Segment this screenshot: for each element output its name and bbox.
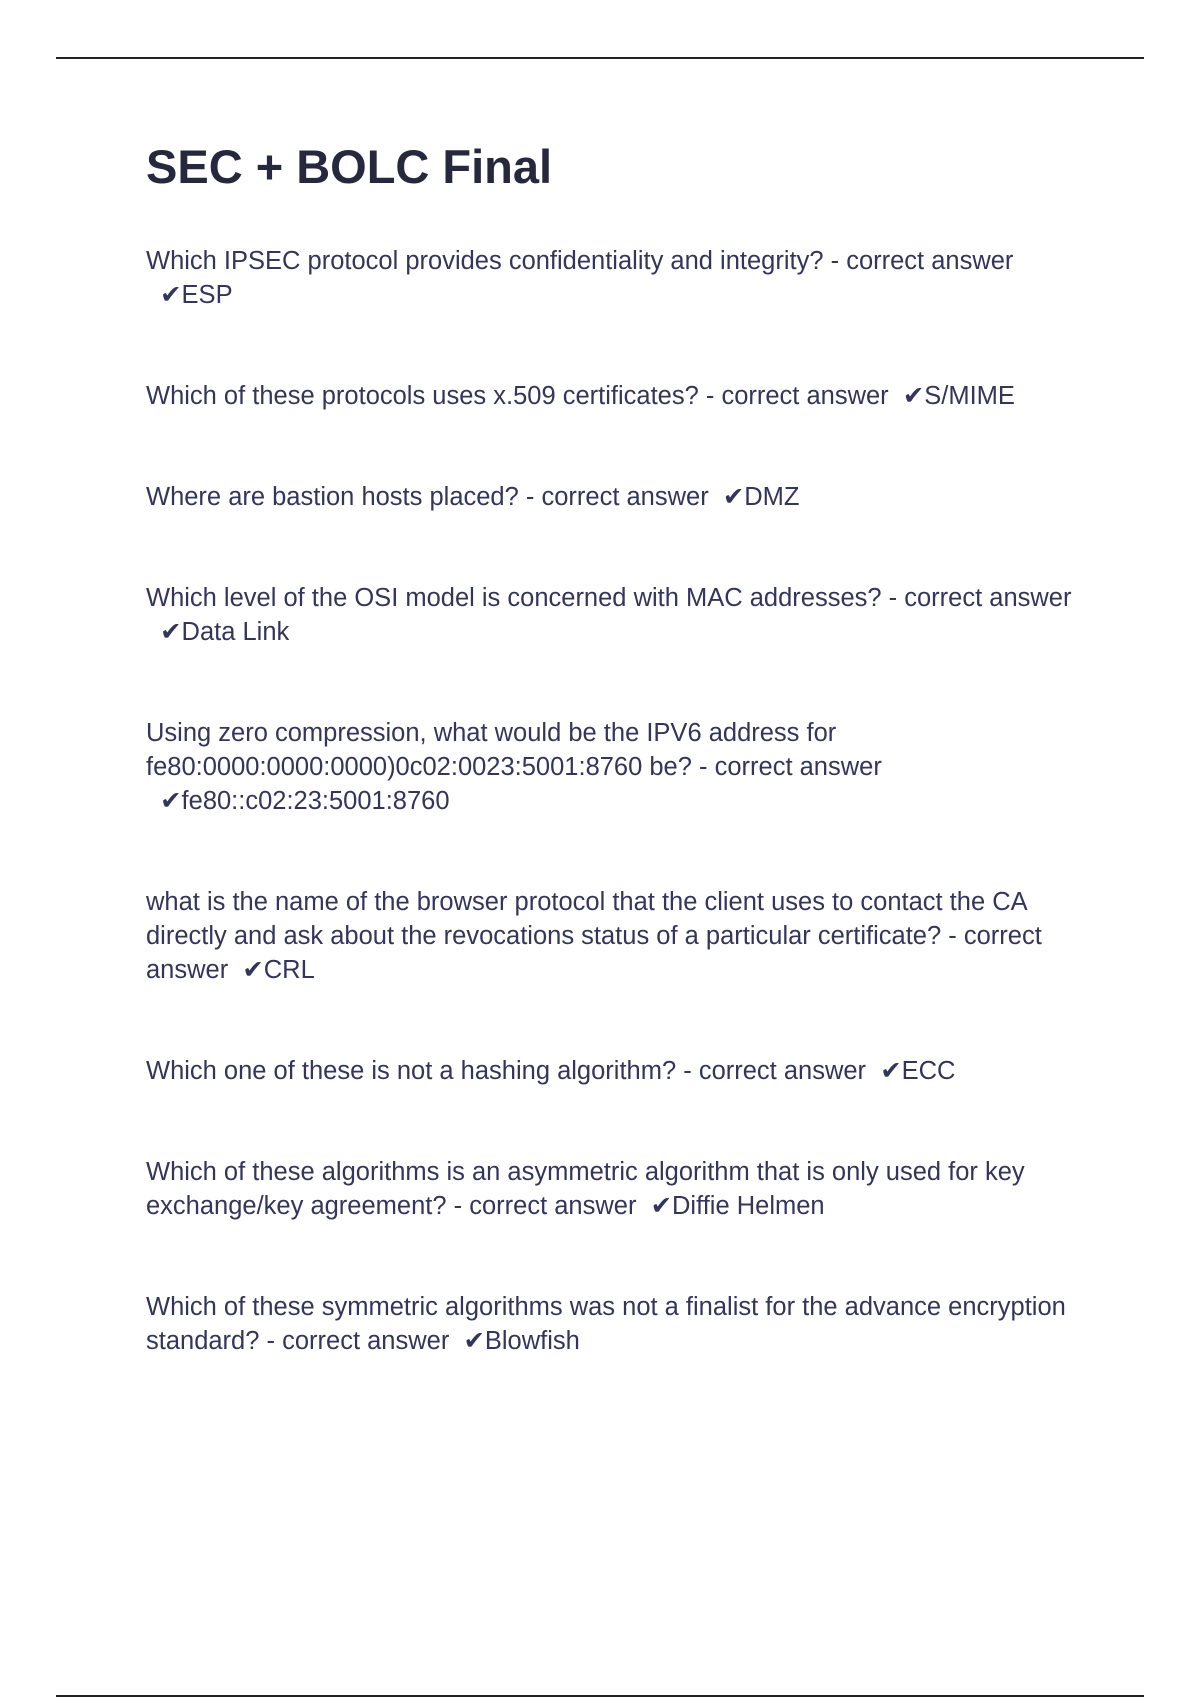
check-icon: ✔ [160, 787, 182, 816]
check-icon: ✔ [650, 1192, 672, 1221]
qa-item [146, 244, 1096, 312]
document-body [146, 140, 1096, 1358]
question-text: Which of these symmetric algorithms was not a finalist for the advance encryption standard? [146, 1293, 1066, 1356]
qa-item [146, 1155, 1096, 1223]
check-icon: ✔ [902, 382, 925, 411]
question-text: Which of these protocols uses x.509 certificates? [146, 382, 699, 411]
answer-text: S/MIME [924, 382, 1015, 411]
qa-item [146, 581, 1096, 649]
bottom-divider [56, 1695, 1144, 1697]
qa-item [146, 1290, 1096, 1358]
check-icon: ✔ [242, 956, 264, 985]
answer-label: correct answer [721, 382, 889, 411]
answer-label: correct answer [714, 753, 882, 782]
document-title: SEC + BOLC Final [146, 140, 553, 193]
answer-text: CRL [263, 956, 315, 985]
answer-label: correct answer [282, 1327, 450, 1356]
answer-text: ECC [901, 1057, 956, 1086]
answer-label: correct answer [469, 1192, 637, 1221]
answer-label: correct answer [146, 922, 1042, 985]
check-icon: ✔ [160, 281, 182, 310]
question-text: Which IPSEC protocol provides confidentiality and integrity? [146, 247, 824, 276]
question-text: Which one of these is not a hashing algorithm? [146, 1057, 677, 1086]
qa-item [146, 716, 1096, 818]
check-icon: ✔ [160, 618, 182, 647]
qa-item [146, 885, 1096, 987]
qa-item [146, 1054, 1096, 1088]
answer-label: correct answer [698, 1057, 867, 1086]
question-text: Which of these algorithms is an asymmetric algorithm that is only used for key exchange/key agreement? [146, 1158, 1025, 1221]
question-text: what is the name of the browser protocol that the client uses to contact the CA directly and ask about the revocations status of a particular certificate? [146, 888, 1027, 951]
check-icon: ✔ [463, 1327, 485, 1356]
answer-text: Diffie Helmen [672, 1192, 825, 1221]
answer-text: DMZ [744, 483, 800, 512]
answer-text: Blowfish [484, 1327, 580, 1356]
answer-label: correct answer [846, 247, 1014, 276]
question-text: Which level of the OSI model is concerned with MAC addresses? [146, 584, 882, 613]
answer-text: ESP [181, 281, 233, 310]
answer-label: correct answer [904, 584, 1072, 613]
answer-text: Data Link [181, 618, 290, 647]
qa-list [146, 244, 1096, 1358]
answer-text: fe80::c02:23:5001:8760 [181, 787, 450, 816]
qa-item [146, 480, 1096, 514]
question-text: Where are bastion hosts placed? [146, 483, 519, 512]
qa-item [146, 379, 1096, 413]
top-divider [56, 57, 1144, 59]
answer-label: correct answer [541, 483, 709, 512]
check-icon: ✔ [880, 1057, 902, 1086]
check-icon: ✔ [722, 483, 745, 512]
question-text: Using zero compression, what would be the IPV6 address for fe80:0000:0000:0000)0c02:0023:5001:8760 be? [146, 719, 837, 782]
